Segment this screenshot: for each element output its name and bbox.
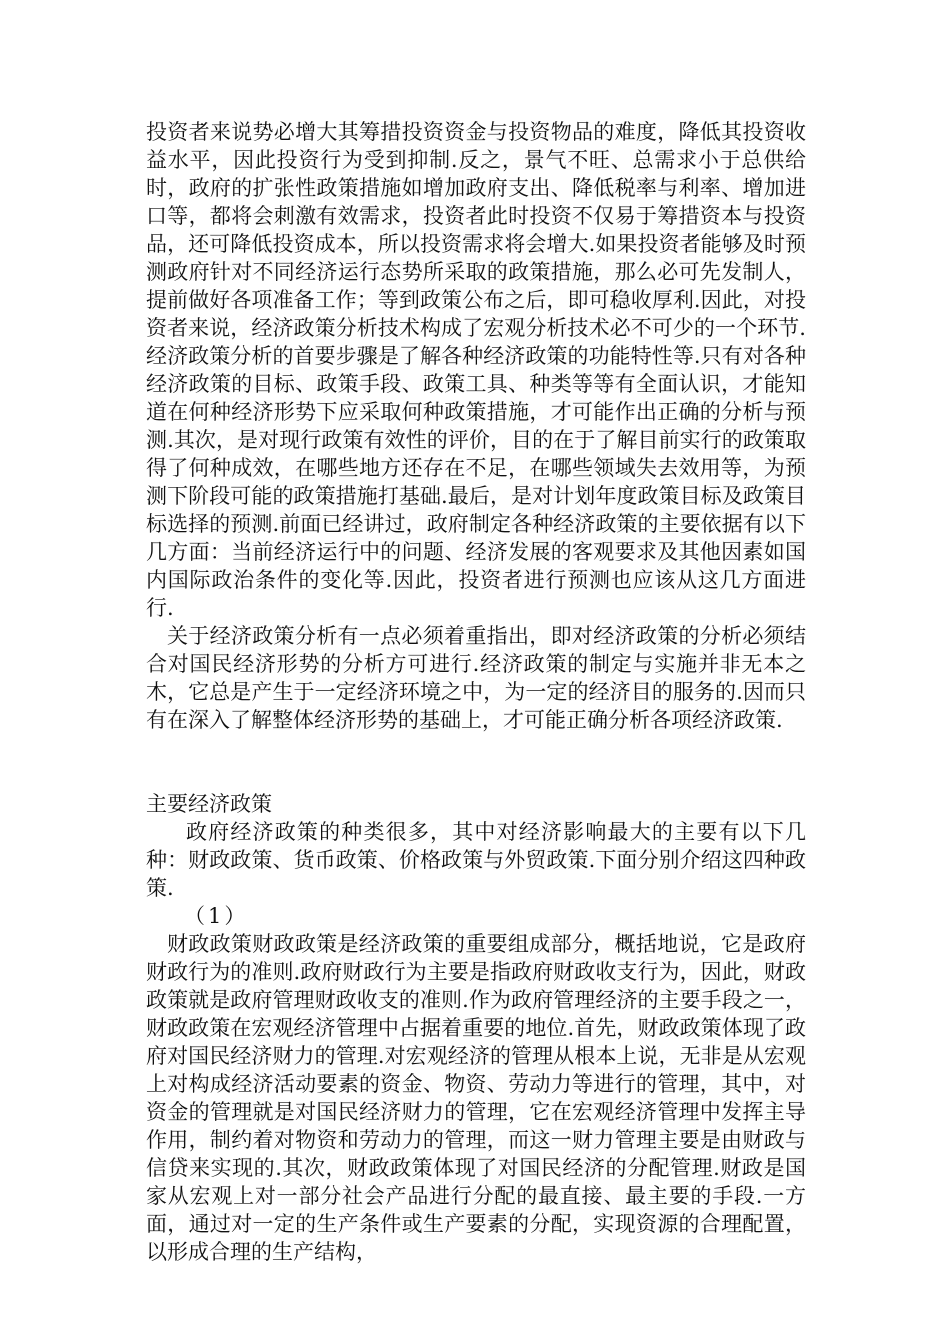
section-intro-paragraph: 政府经济政策的种类很多，其中对经济影响最大的主要有以下几种：财政政策、货币政策、价格政策与外贸政策.下面分别介绍这四种政策. (146, 820, 806, 900)
enumerator-label: （1） (184, 904, 249, 928)
section-heading: 主要经济政策 (146, 792, 272, 816)
analysis-note-paragraph: 关于经济政策分析有一点必须着重指出，即对经济政策的分析必须结合对国民经济形势的分析方可进行.经济政策的制定与实施并非无本之木，它总是产生于一定经济环境之中，为一定的经济目的服务的.因而只有在深入了解整体经济形势的基础上，才可能正确分析各项经济政策. (146, 624, 806, 732)
document-body-section (146, 790, 806, 1266)
continuation-paragraph: 投资者来说势必增大其筹措投资资金与投资物品的难度，降低其投资收益水平，因此投资行为受到抑制.反之，景气不旺、总需求小于总供给时，政府的扩张性政策措施如增加政府支出、降低税率与利率、增加进口等，都将会刺激有效需求，投资者此时投资不仅易于筹措资本与投资品，还可降低投资成本，所以投资需求将会增大.如果投资者能够及时预测政府针对不同经济运行态势所采取的政策措施，那么必可先发制人，提前做好各项准备工作；等到政策公布之后，即可稳收厚利.因此，对投资者来说，经济政策分析技术构成了宏观分析技术必不可少的一个环节.经济政策分析的首要步骤是了解各种经济政策的功能特性等.只有对各种经济政策的目标、政策手段、政策工具、种类等等有全面认识，才能知道在何种经济形势下应采取何种政策措施，才可能作出正确的分析与预测.其次，是对现行政策有效性的评价，目的在于了解目前实行的政策取得了何种成效，在哪些地方还存在不足，在哪些领域失去效用等，为预测下阶段可能的政策措施打基础.最后，是对计划年度政策目标及政策目标选择的预测.前面已经讲过，政府制定各种经济政策的主要依据有以下几方面：当前经济运行中的问题、经济发展的客观要求及其他因素如国内国际政治条件的变化等.因此，投资者进行预测也应该从这几方面进行. (146, 120, 806, 620)
document-body-top (146, 118, 806, 734)
fiscal-policy-paragraph: 财政政策财政政策是经济政策的重要组成部分，概括地说，它是政府财政行为的准则.政府财政行为主要是指政府财政收支行为，因此，财政政策就是政府管理财政收支的准则.作为政府管理经济的主要手段之一，财政政策在宏观经济管理中占据着重要的地位.首先，财政政策体现了政府对国民经济财力的管理.对宏观经济的管理从根本上说，无非是从宏观上对构成经济活动要素的资金、物资、劳动力等进行的管理，其中，对资金的管理就是对国民经济财力的管理，它在宏观经济管理中发挥主导作用，制约着对物资和劳动力的管理，而这一财力管理主要是由财政与信贷来实现的.其次，财政政策体现了对国民经济的分配管理.财政是国家从宏观上对一部分社会产品进行分配的最直接、最主要的手段.一方面，通过对一定的生产条件或生产要素的分配，实现资源的合理配置，以形成合理的生产结构， (146, 932, 806, 1264)
